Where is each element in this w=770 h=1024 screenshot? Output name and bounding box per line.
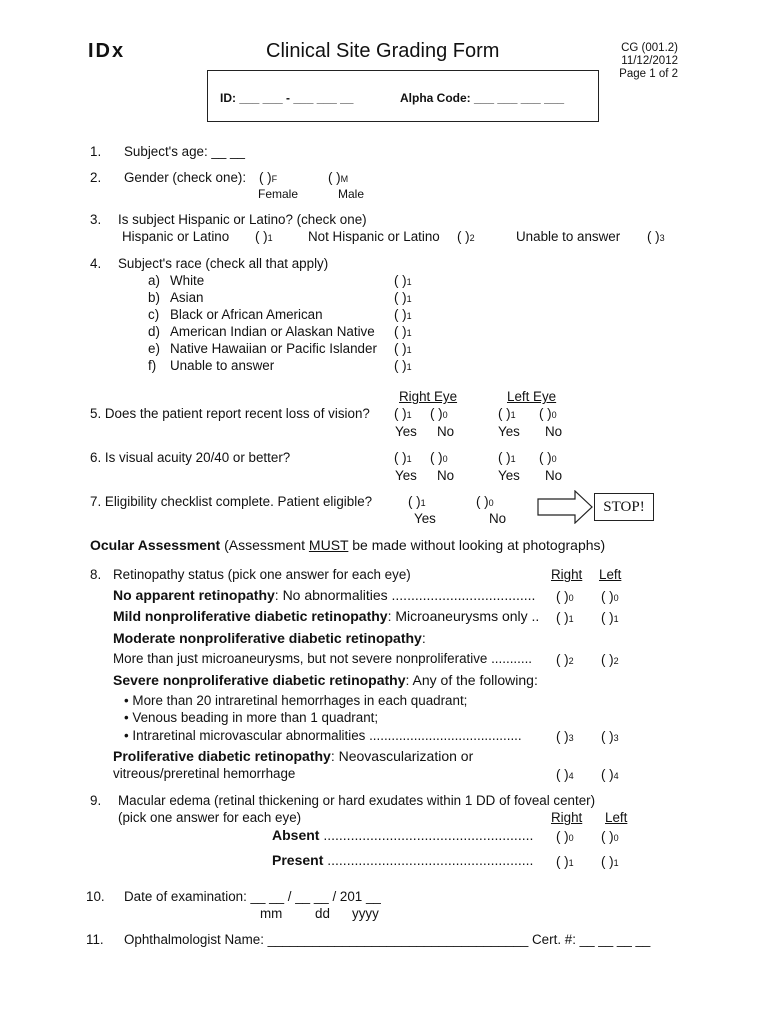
q8-right-header: Right — [551, 567, 583, 582]
q8-text: Retinopathy status (pick one answer for each eye) — [113, 567, 411, 582]
q7-yes-label: Yes — [414, 511, 436, 526]
q11-number: 11. — [86, 932, 104, 947]
id-field[interactable]: ID: ___ ___ - ___ ___ __ — [220, 91, 354, 105]
q4-race-checkbox[interactable]: ( )1 — [394, 273, 412, 288]
q2-female-label: Female — [258, 187, 299, 201]
q1-age[interactable]: Subject's age: __ __ — [124, 144, 245, 159]
q4-race-label: Black or African American — [170, 307, 323, 322]
q9-present: Present ..................................................... — [272, 852, 534, 868]
q8-moderate: Moderate nonproliferative diabetic retinopathy: — [113, 630, 426, 646]
q10-number: 10. — [86, 889, 105, 904]
q8-no-apparent-left[interactable]: ( )0 — [601, 589, 619, 604]
q6-no-label: No — [545, 468, 563, 483]
q3-not-hispanic-checkbox[interactable]: ( )2 — [457, 229, 475, 244]
q10-date-field[interactable]: Date of examination: __ __ / __ __ / 201 __ — [124, 889, 381, 904]
q6-yes-label: Yes — [395, 468, 417, 483]
left-eye-header: Left Eye — [507, 389, 557, 404]
q4-letter: a) — [148, 273, 160, 288]
q7-no-checkbox[interactable]: ( )0 — [476, 494, 494, 509]
q8-moderate-left[interactable]: ( )2 — [601, 652, 619, 667]
q8-proliferative-left[interactable]: ( )4 — [601, 767, 619, 782]
q4-race-checkbox[interactable]: ( )1 — [394, 358, 412, 373]
q8-severe-left[interactable]: ( )3 — [601, 729, 619, 744]
q10-yyyy-label: yyyy — [352, 906, 379, 921]
q4-race-label: Asian — [170, 290, 204, 305]
q6-yes-label: Yes — [498, 468, 520, 483]
q10-mm-label: mm — [260, 906, 283, 921]
q8-no-apparent: No apparent retinopathy: No abnormalities ..................................... — [113, 587, 536, 603]
q3-number: 3. — [90, 212, 102, 227]
q2-male-checkbox[interactable]: ( )M — [328, 170, 349, 185]
q6-text: 6. Is visual acuity 20/40 or better? — [90, 450, 291, 465]
q8-severe: Severe nonproliferative diabetic retinopathy: Any of the following: — [113, 672, 538, 688]
q4-letter: b) — [148, 290, 160, 305]
q3-text: Is subject Hispanic or Latino? (check one) — [118, 212, 367, 227]
q8-proliferative-text: vitreous/preretinal hemorrhage — [113, 766, 296, 781]
form-date: 11/12/2012 — [621, 55, 678, 67]
q8-bullet: • Venous beading in more than 1 quadrant; — [124, 710, 379, 725]
logo: IDx — [88, 40, 126, 62]
page-title: Clinical Site Grading Form — [266, 40, 500, 62]
alpha-code-field[interactable]: Alpha Code: ___ ___ ___ ___ — [400, 91, 565, 105]
q1-number: 1. — [90, 144, 102, 159]
q9-left-header: Left — [605, 810, 628, 825]
q10-dd-label: dd — [315, 906, 330, 921]
q4-number: 4. — [90, 256, 102, 271]
q5-text: 5. Does the patient report recent loss of vision? — [90, 406, 370, 421]
q3-not-hispanic-label: Not Hispanic or Latino — [308, 229, 440, 244]
page-number: Page 1 of 2 — [619, 68, 678, 80]
q4-letter: d) — [148, 324, 160, 339]
q4-letter: e) — [148, 341, 160, 356]
q3-unable-label: Unable to answer — [516, 229, 621, 244]
q8-moderate-right[interactable]: ( )2 — [556, 652, 574, 667]
q4-race-label: White — [170, 273, 205, 288]
q8-bullet: • Intraretinal microvascular abnormalities ......................................... — [124, 728, 522, 743]
q4-race-label: American Indian or Alaskan Native — [170, 324, 375, 339]
q4-race-checkbox[interactable]: ( )1 — [394, 324, 412, 339]
q2-text: Gender (check one): — [124, 170, 247, 185]
q6-no-label: No — [437, 468, 455, 483]
q11-ophthalmologist-field[interactable]: Ophthalmologist Name: ___________________________________ Cert. #: __ __ __ __ — [124, 932, 651, 947]
q4-letter: c) — [148, 307, 160, 322]
q8-bullet: • More than 20 intraretinal hemorrhages in each quadrant; — [124, 693, 468, 708]
q3-hispanic-label: Hispanic or Latino — [122, 229, 230, 244]
q8-severe-right[interactable]: ( )3 — [556, 729, 574, 744]
q3-hispanic-checkbox[interactable]: ( )1 — [255, 229, 273, 244]
q5-yes-label: Yes — [498, 424, 520, 439]
q3-unable-checkbox[interactable]: ( )3 — [647, 229, 665, 244]
q6-right-no[interactable]: ( )0 — [430, 450, 448, 465]
q7-no-label: No — [489, 511, 507, 526]
q9-present-left[interactable]: ( )1 — [601, 854, 619, 869]
q9-right-header: Right — [551, 810, 583, 825]
q7-yes-checkbox[interactable]: ( )1 — [408, 494, 426, 509]
q4-race-label: Native Hawaiian or Pacific Islander — [170, 341, 377, 356]
q2-number: 2. — [90, 170, 102, 185]
q5-no-label: No — [545, 424, 563, 439]
q5-yes-label: Yes — [395, 424, 417, 439]
right-eye-header: Right Eye — [399, 389, 458, 404]
q6-right-yes[interactable]: ( )1 — [394, 450, 412, 465]
q8-number: 8. — [90, 567, 102, 582]
q4-race-checkbox[interactable]: ( )1 — [394, 290, 412, 305]
q8-proliferative: Proliferative diabetic retinopathy: Neovascularization or — [113, 748, 474, 764]
ocular-heading: Ocular Assessment (Assessment MUST be made without looking at photographs) — [90, 537, 606, 553]
q8-mild: Mild nonproliferative diabetic retinopathy: Microaneurysms only .. — [113, 608, 540, 624]
q5-no-label: No — [437, 424, 455, 439]
q8-moderate-text: More than just microaneurysms, but not severe nonproliferative ........... — [113, 651, 533, 666]
q2-male-label: Male — [338, 187, 365, 201]
q8-mild-right[interactable]: ( )1 — [556, 610, 574, 625]
q9-present-right[interactable]: ( )1 — [556, 854, 574, 869]
q6-left-yes[interactable]: ( )1 — [498, 450, 516, 465]
form-meta — [619, 42, 678, 81]
q8-no-apparent-right[interactable]: ( )0 — [556, 589, 574, 604]
q8-proliferative-right[interactable]: ( )4 — [556, 767, 574, 782]
arrow-right-icon — [537, 490, 593, 524]
q9-absent-left[interactable]: ( )0 — [601, 829, 619, 844]
q7-text: 7. Eligibility checklist complete. Patient eligible? — [90, 494, 373, 509]
q6-left-no[interactable]: ( )0 — [539, 450, 557, 465]
q9-absent-right[interactable]: ( )0 — [556, 829, 574, 844]
q4-letter: f) — [148, 358, 157, 373]
q4-race-label: Unable to answer — [170, 358, 275, 373]
form-code: CG (001.2) — [621, 42, 678, 54]
q5-right-yes[interactable]: ( )1 — [394, 406, 412, 421]
q4-race-checkbox[interactable]: ( )1 — [394, 341, 412, 356]
q8-left-header: Left — [599, 567, 622, 582]
q4-race-checkbox[interactable]: ( )1 — [394, 307, 412, 322]
stop-box: STOP! — [594, 493, 654, 521]
q5-left-no[interactable]: ( )0 — [539, 406, 557, 421]
q9-absent: Absent ...................................................... — [272, 827, 534, 843]
q9-text: Macular edema (retinal thickening or hard exudates within 1 DD of foveal center) — [118, 793, 596, 808]
q5-right-no[interactable]: ( )0 — [430, 406, 448, 421]
q9-text2: (pick one answer for each eye) — [118, 810, 302, 825]
q4-text: Subject's race (check all that apply) — [118, 256, 329, 271]
q9-number: 9. — [90, 793, 102, 808]
q5-left-yes[interactable]: ( )1 — [498, 406, 516, 421]
q2-female-checkbox[interactable]: ( )F — [259, 170, 278, 185]
q8-mild-left[interactable]: ( )1 — [601, 610, 619, 625]
